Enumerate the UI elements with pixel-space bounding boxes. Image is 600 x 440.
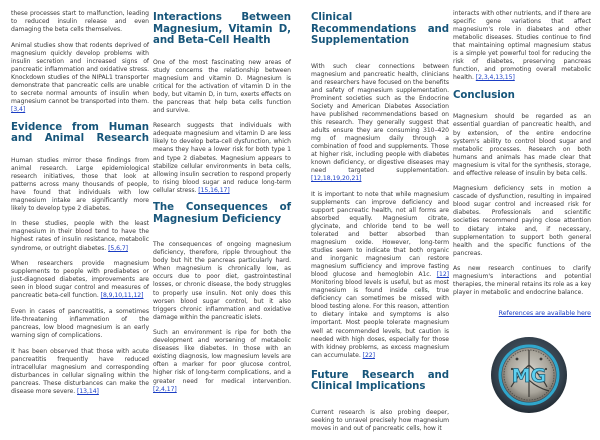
paragraph: Human studies mirror these findings from animal research. Large epidemiological research initiatives, those that look at patterns across many thousands of people, have found that individuals with low magnesium intake are significantly more likely to develop type 2 diabetes.: [11, 156, 149, 212]
paragraph: In these studies, people with the least magnesium in their blood tend to have the highest rates of insulin resistance, metabolic syndrome, or outright diabetes. [5,6,7]: [11, 220, 149, 252]
citation-link[interactable]: [22]: [362, 351, 375, 359]
paragraph: Current research is also probing deeper, seeking to unravel precisely how magnesium moves in and out of pancreatic cells, how it: [311, 408, 449, 432]
paragraph: Such an environment is ripe for both the development and worsening of metabolic diseases like diabetes. In those with an existing diagnosis, low magnesium levels are often a marker for poor glucose control, higher risk of long-term complications, and a greater need for medical intervention. [2,4,17]: [153, 329, 291, 393]
logo-letters: MG: [511, 365, 547, 387]
paragraph: As new research continues to clarify magnesium's interactions and potential therapies, the mineral retains its role as a key player in metabolic and endocrine balance.: [453, 265, 592, 297]
citation-link[interactable]: [8,9,10,11,12]: [100, 292, 144, 300]
section-heading-future: Future Research and Clinical Implications: [311, 369, 449, 393]
citation-link[interactable]: [12,18,19,20,21]: [311, 175, 362, 183]
column-2: [153, 8, 291, 401]
paragraph: Even in cases of pancreatitis, a sometimes life-threatening inflammation of the pancreas, low blood magnesium is an early warning sign of complications.: [11, 307, 149, 339]
column-4: [453, 10, 591, 318]
paragraph: interacts with other nutrients, and if there are specific gene variations that affect magnesium's role in diabetes and other metabolic diseases. Studies continue to find that maintaining optimal magnesium status is a simple yet powerful tool for reducing the risk of diabetes, preserving pancreas function, and promoting overall metabolic health. [2,3,4,13,15]: [453, 10, 591, 82]
citation-link[interactable]: [5,6,7]: [108, 244, 129, 252]
citation-link[interactable]: [15,16,17]: [198, 186, 230, 194]
section-heading-conclusion: Conclusion: [453, 89, 515, 101]
citation-link[interactable]: [3,4]: [11, 106, 26, 114]
paragraph: It is important to note that while magnesium supplements can improve deficiency and support pancreatic health, not all forms are absorbed equally. Magnesium citrate, glycinate, and chloride tend to be well tolerated and better absorbed than magnesium oxide. However, long-term studies seem to indicate that both organic and inorganic magnesium can restore magnesium sufficiency and improve fasting blood glucose and hemoglobin A1c. [12] Monitoring blood levels is useful, but as most magnesium is found inside cells, true deficiency can sometimes be missed with blood testing alone. For this reason, attention to dietary intake and symptoms is also important. Most people tolerate magnesium well at recommended levels, but caution is needed with high doses, especially for those with kidney problems, as excess magnesium can accumulate. [22]: [311, 190, 450, 359]
references-link[interactable]: References are available here: [498, 310, 591, 318]
magnesium-emblem-icon: [489, 335, 569, 415]
citation-link[interactable]: [13,14]: [77, 387, 99, 395]
paragraph: The consequences of ongoing magnesium deficiency, therefore, ripple throughout the body but hit the pancreas particularly hard. When magnesium is chronically low, as occurs due to poor diet, gastrointestinal losses, or chronic disease, the body struggles to properly use insulin. Not only does this worsen blood sugar control, but it also triggers chronic inflammation and oxidative damage within the pancreatic islets.: [153, 241, 291, 321]
paragraph: It has been observed that those with acute pancreatitis frequently have reduced intracellular magnesium and corresponding disturbances in cellular signaling within the pancreas. These disturbances can make the disease more severe. [13,14]: [11, 347, 149, 395]
section-heading-deficiency: The Consequences of Magnesium Deficiency: [153, 202, 291, 225]
column-1: [11, 10, 149, 403]
paragraph: Magnesium should be regarded as an essential guardian of pancreatic health, and by extension, of the entire endocrine system's ability to control blood sugar and metabolic processes. Research on both humans and animals has made clear that magnesium is vital for the synthesis, storage, and effective release of insulin by beta cells.: [453, 113, 591, 177]
paragraph: these processes start to malfunction, leading to reduced insulin release and even damaging the beta cells themselves.: [11, 10, 149, 34]
paragraph: Magnesium deficiency sets in motion a cascade of dysfunction, resulting in impaired blood sugar control and increased risk for diabetes. Professionals and scientific societies recommend paying close attention to dietary intake and, if necessary, supplementation to support both general health and the specific functions of the pancreas.: [453, 185, 591, 257]
section-heading-clinical: Clinical Recommendations and Supplementation: [311, 12, 449, 46]
paragraph: When researchers provide magnesium supplements to people with prediabetes or just-diagnosed diabetes, improvements are seen in blood sugar control and measures of pancreatic beta-cell function. [8,9,10,11,12]: [11, 260, 149, 300]
section-heading-vitamin-d: Interactions Between Magnesium, Vitamin D, and Beta-Cell Health: [153, 12, 291, 46]
paragraph: Animal studies show that rodents deprived of magnesium quickly develop problems with insulin secretion and increased signs of pancreatic inflammation and oxidative stress. Knockdown studies of the NIPAL1 transporter demonstrate that pancreatic cells are unable to secrete normal amounts of insulin when magnesium cannot be transported into them. [3,4]: [11, 41, 149, 114]
citation-link[interactable]: [2,3,4,13,15]: [475, 74, 515, 82]
citation-link[interactable]: [12]: [436, 271, 450, 279]
paragraph: With such clear connections between magnesium and pancreatic health, clinicians and researchers have focused on the benefits and safety of magnesium supplementation. Prominent societies such as the Endocrine Society and American Diabetes Association have published recommendations based on this research. They generally suggest that adults ensure they are consuming 310–420 mg of magnesium daily through a combination of food and supplements. Those at higher risk, including people with diabetes known deficiency, or digestive diseases may need targeted supplementation. [12,18,19,20,21]: [311, 62, 449, 183]
citation-link[interactable]: [2,4,17]: [153, 385, 177, 393]
column-3: [311, 8, 449, 440]
section-heading-evidence: Evidence from Human and Animal Research: [11, 121, 149, 145]
paragraph: Research suggests that individuals with adequate magnesium and vitamin D are less likely to develop beta-cell dysfunction, which means they have a lower risk for both type 1 and type 2 diabetes. Magnesium appears to stabilize cellular environments in beta cells, allowing insulin secretion to respond properly to rising blood sugar and reduce long-term cellular stress. [15,16,17]: [153, 122, 291, 194]
paragraph: One of the most fascinating new areas of study concerns the relationship between magnesium and vitamin D. Magnesium is critical for the activation of vitamin D in the body, but vitamin D, in turn, exerts effects on the pancreas that help beta cells function and survive.: [153, 58, 291, 114]
